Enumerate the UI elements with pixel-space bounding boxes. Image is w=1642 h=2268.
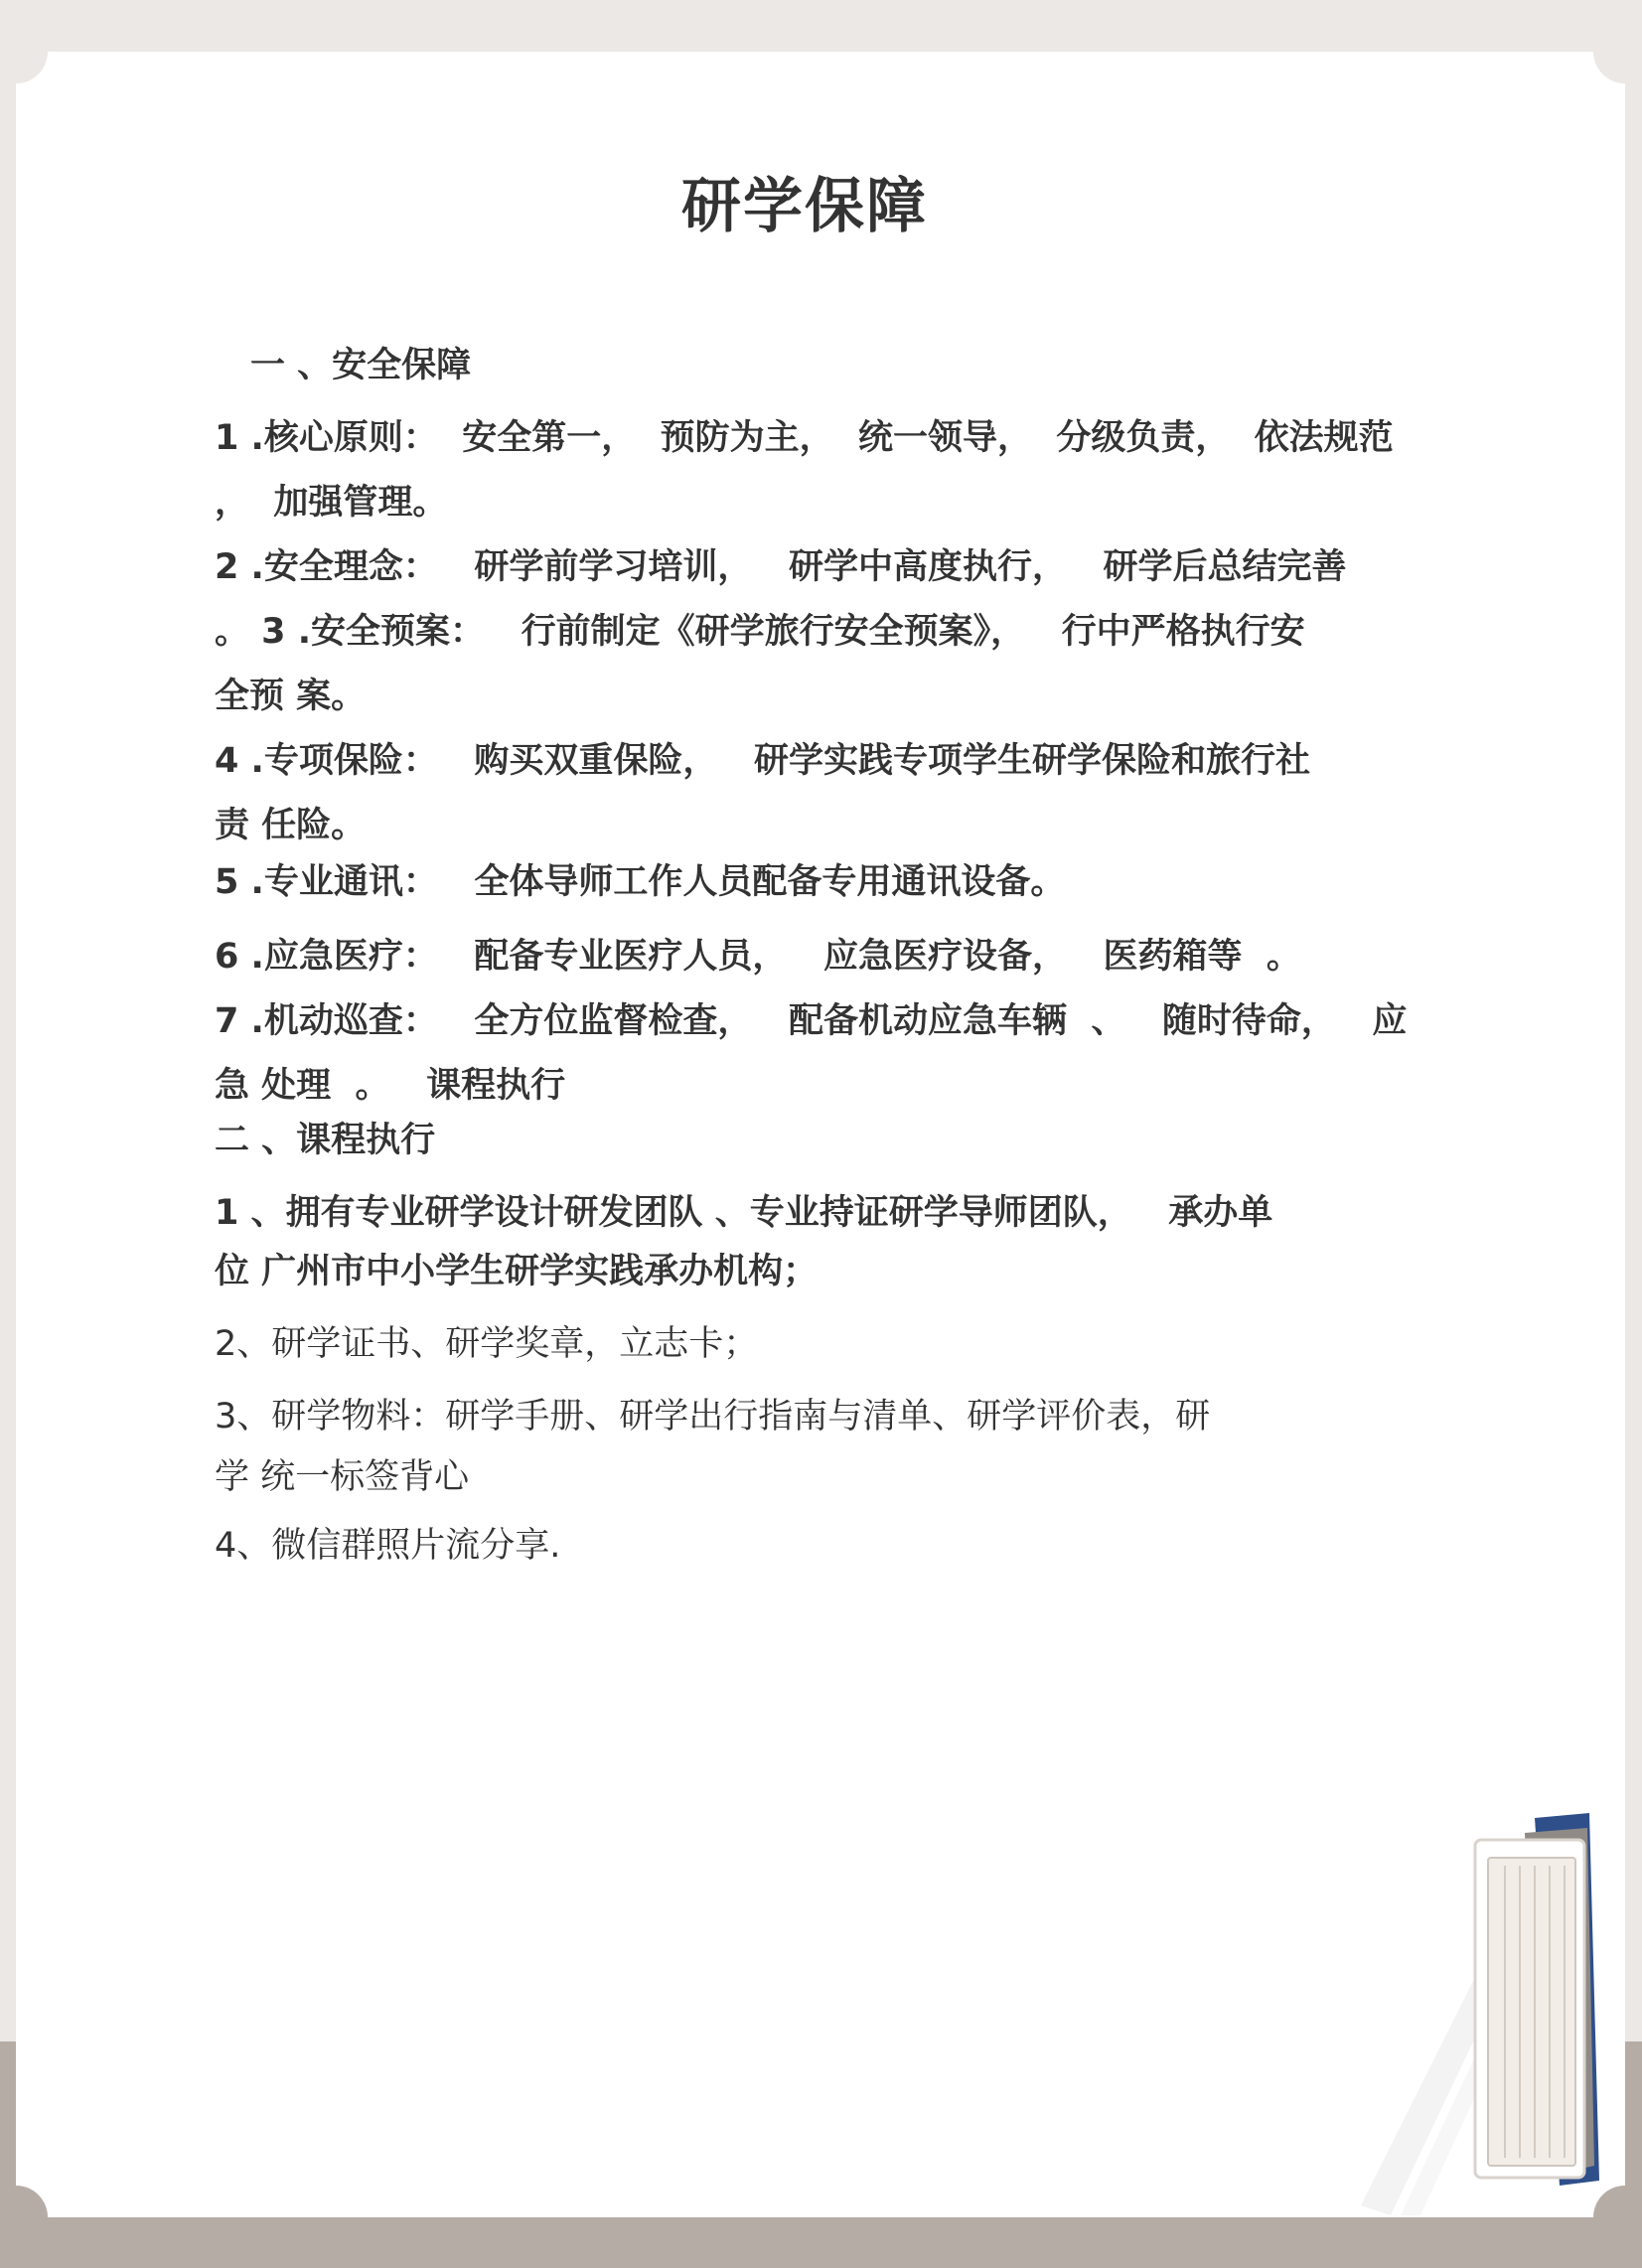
- page-corner-notch: [0, 20, 48, 83]
- paragraph-line: 2 .安全理念： 研学前学习培训， 研学中高度执行， 研学后总结完善: [215, 547, 1347, 587]
- paragraph-line: 1 、拥有专业研学设计研发团队 、专业持证研学导师团队， 承办单: [215, 1193, 1273, 1233]
- paragraph-line: 急 处理 。 课程执行: [215, 1066, 566, 1106]
- section-heading-safety: 一 、安全保障: [250, 346, 472, 385]
- document-body: [215, 334, 1417, 1579]
- paragraph-line: 6 .应急医疗： 配备专业医疗人员， 应急医疗设备， 医药箱等 。: [215, 937, 1301, 977]
- section-heading-course: 二 、课程执行: [215, 1121, 436, 1160]
- paragraph-line: 位 广州市中小学生研学实践承办机构；: [215, 1252, 819, 1291]
- paragraph-line: 全预 案。: [215, 677, 367, 716]
- notebook-illustration: [1361, 1788, 1642, 2215]
- paragraph-line: 责 任险。: [215, 806, 367, 845]
- page-corner-notch: [1593, 20, 1642, 83]
- paragraph-line: 5 .专业通讯： 全体导师工作人员配备专用通讯设备。: [215, 862, 1066, 902]
- paragraph-line: ， 加强管理。: [215, 483, 448, 523]
- paragraph-line: 4、微信群照片流分享.: [215, 1526, 561, 1566]
- page-title: 研学保障: [681, 172, 928, 241]
- paragraph-line: 2、研学证书、研学奖章，立志卡；: [215, 1324, 759, 1364]
- paragraph-line: 1 .核心原则： 安全第一， 预防为主， 统一领导， 分级负责， 依法规范: [215, 418, 1394, 458]
- paragraph-line: 学 统一标签背心: [215, 1457, 470, 1497]
- paragraph-line: 7 .机动巡查： 全方位监督检查， 配备机动应急车辆 、 随时待命， 应: [215, 1001, 1408, 1041]
- paragraph-line: 4 .专项保险： 购买双重保险， 研学实践专项学生研学保险和旅行社: [215, 741, 1310, 781]
- paragraph-line: 3、研学物料：研学手册、研学出行指南与清单、研学评价表，研: [215, 1397, 1211, 1436]
- paragraph-line: 。 3 .安全预案： 行前制定《研学旅行安全预案》， 行中严格执行安: [215, 612, 1305, 652]
